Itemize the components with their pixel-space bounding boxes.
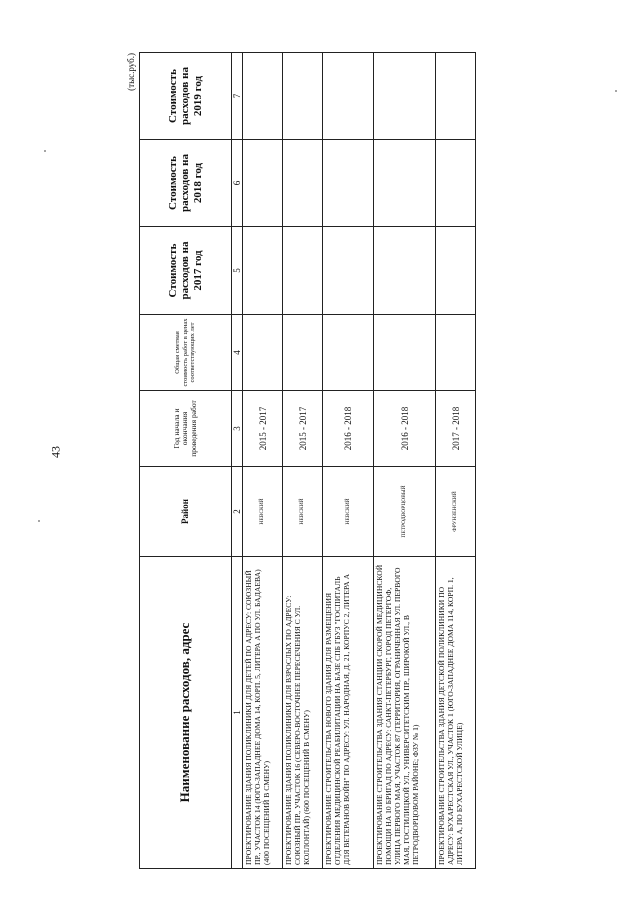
row-cost-2017 bbox=[436, 227, 476, 315]
row-years: 2016 - 2018 bbox=[323, 391, 374, 467]
table-row bbox=[436, 53, 476, 869]
col-number: 3 bbox=[232, 391, 243, 467]
column-numbers-row bbox=[232, 53, 243, 869]
col-number: 2 bbox=[232, 467, 243, 557]
scan-speck bbox=[615, 90, 617, 92]
row-name: ПРОЕКТИРОВАНИЕ СТРОИТЕЛЬСТВА ЗДАНИЯ ДЕТСКОЙ ПОЛИКЛИНИКИ ПО АДРЕСУ: БУХАРЕСТСКАЯ УЛ., УЧАСТОК 1 (ЮГО-ЗАПАДНЕЕ ДОМА 114, КОРП. 1, ЛИТЕРА А, ПО БУХАРЕСТСКОЙ УЛИЦЕ) bbox=[436, 557, 476, 869]
row-cost-2017 bbox=[243, 227, 283, 315]
row-cost-2019 bbox=[374, 53, 436, 140]
row-total-cost bbox=[323, 315, 374, 391]
col-number: 7 bbox=[232, 53, 243, 140]
row-cost-2019 bbox=[283, 53, 323, 140]
row-cost-2018 bbox=[323, 140, 374, 227]
row-district: ПЕТРОДВОРЦОВЫЙ bbox=[374, 467, 436, 557]
row-years: 2016 - 2018 bbox=[374, 391, 436, 467]
row-district: НЕВСКИЙ bbox=[243, 467, 283, 557]
row-total-cost bbox=[436, 315, 476, 391]
row-district: ФРУНЗЕНСКИЙ bbox=[436, 467, 476, 557]
col-header-district: Район bbox=[140, 467, 232, 557]
col-number: 1 bbox=[232, 557, 243, 869]
row-name: ПРОЕКТИРОВАНИЕ СТРОИТЕЛЬСТВА НОВОГО ЗДАНИЯ ДЛЯ РАЗМЕЩЕНИЯ ОТДЕЛЕНИЯ МЕДИЦИНСКОЙ РЕАБИЛИТАЦИИ НА БАЗЕ СПБ ГБУЗ "ГОСПИТАЛЬ ДЛЯ ВЕТЕРАНОВ ВОЙН" ПО АДРЕСУ: УЛ. НАРОДНАЯ, Д. 21, КОРПУС 2, ЛИТЕРА А bbox=[323, 557, 374, 869]
row-cost-2018 bbox=[243, 140, 283, 227]
row-total-cost bbox=[374, 315, 436, 391]
units-note: (тыс.руб.) bbox=[126, 53, 136, 91]
row-cost-2018 bbox=[436, 140, 476, 227]
row-name: ПРОЕКТИРОВАНИЕ СТРОИТЕЛЬСТВА ЗДАНИЯ СТАНЦИИ СКОРОЙ МЕДИЦИНСКОЙ ПОМОЩИ НА 10 БРИГАД ПО АДРЕСУ: САНКТ-ПЕТЕРБУРГ, ГОРОД ПЕТЕРГОФ, УЛИЦА ПЕРВОГО МАЯ, УЧАСТОК 87 (ТЕРРИТОРИЯ, ОГРАНИЧЕННАЯ УЛ. ПЕРВОГО МАЯ, ГОСТИЛИЦКОЙ УЛ., УНИВЕРСИТЕТСКИМ ПР., ШИРОКОЙ УЛ., В ПЕТРОДВОРЦОВОМ РАЙОНЕ; ФЗУ № 1) bbox=[374, 557, 436, 869]
scan-speck bbox=[44, 150, 46, 152]
row-district: НЕВСКИЙ bbox=[323, 467, 374, 557]
row-cost-2018 bbox=[283, 140, 323, 227]
row-cost-2017 bbox=[323, 227, 374, 315]
scan-speck bbox=[38, 520, 40, 522]
row-years: 2015 - 2017 bbox=[283, 391, 323, 467]
row-years: 2017 - 2018 bbox=[436, 391, 476, 467]
col-number: 4 bbox=[232, 315, 243, 391]
row-total-cost bbox=[243, 315, 283, 391]
col-header-2017: Стоимость расходов на 2017 год bbox=[140, 227, 232, 315]
col-header-years: Год начала и окончания проведения работ bbox=[140, 391, 232, 467]
col-header-total-cost: Общая сметная стоимость работ в ценах соответствующих лет bbox=[140, 315, 232, 391]
col-header-2018: Стоимость расходов на 2018 год bbox=[140, 140, 232, 227]
table-row bbox=[323, 53, 374, 869]
col-header-2019: Стоимость расходов на 2019 год bbox=[140, 53, 232, 140]
row-name: ПРОЕКТИРОВАНИЕ ЗДАНИЯ ПОЛИКЛИНИКИ ДЛЯ ВЗРОСЛЫХ ПО АДРЕСУ: СОЮЗНЫЙ ПР., УЧАСТОК 16 (СЕВЕРО-ВОСТОЧНЕЕ ПЕРЕСЕЧЕНИЯ С УЛ. КОЛЛОНТАЙ) (600 ПОСЕЩЕНИЙ В СМЕНУ) bbox=[283, 557, 323, 869]
table-row bbox=[283, 53, 323, 869]
row-cost-2018 bbox=[374, 140, 436, 227]
header-row bbox=[140, 53, 232, 869]
row-district: НЕВСКИЙ bbox=[283, 467, 323, 557]
table-row bbox=[374, 53, 436, 869]
row-total-cost bbox=[283, 315, 323, 391]
row-cost-2019 bbox=[243, 53, 283, 140]
page-number: 43 bbox=[48, 446, 63, 458]
table-row bbox=[243, 53, 283, 869]
row-name: ПРОЕКТИРОВАНИЕ ЗДАНИЯ ПОЛИКЛИНИКИ ДЛЯ ДЕТЕЙ ПО АДРЕСУ: СОЮЗНЫЙ ПР., УЧАСТОК 14 (ЮГО-ЗАПАДНЕЕ ДОМА 14, КОРП. 5, ЛИТЕРА А ПО УЛ. БАДАЕВА) (400 ПОСЕЩЕНИЙ В СМЕНУ) bbox=[243, 557, 283, 869]
col-header-name: Наименование расходов, адрес bbox=[140, 557, 232, 869]
row-cost-2019 bbox=[436, 53, 476, 140]
row-cost-2017 bbox=[374, 227, 436, 315]
col-number: 5 bbox=[232, 227, 243, 315]
col-number: 6 bbox=[232, 140, 243, 227]
row-cost-2019 bbox=[323, 53, 374, 140]
row-years: 2015 - 2017 bbox=[243, 391, 283, 467]
row-cost-2017 bbox=[283, 227, 323, 315]
expenses-table bbox=[139, 52, 476, 869]
rotated-table-page bbox=[126, 53, 464, 869]
